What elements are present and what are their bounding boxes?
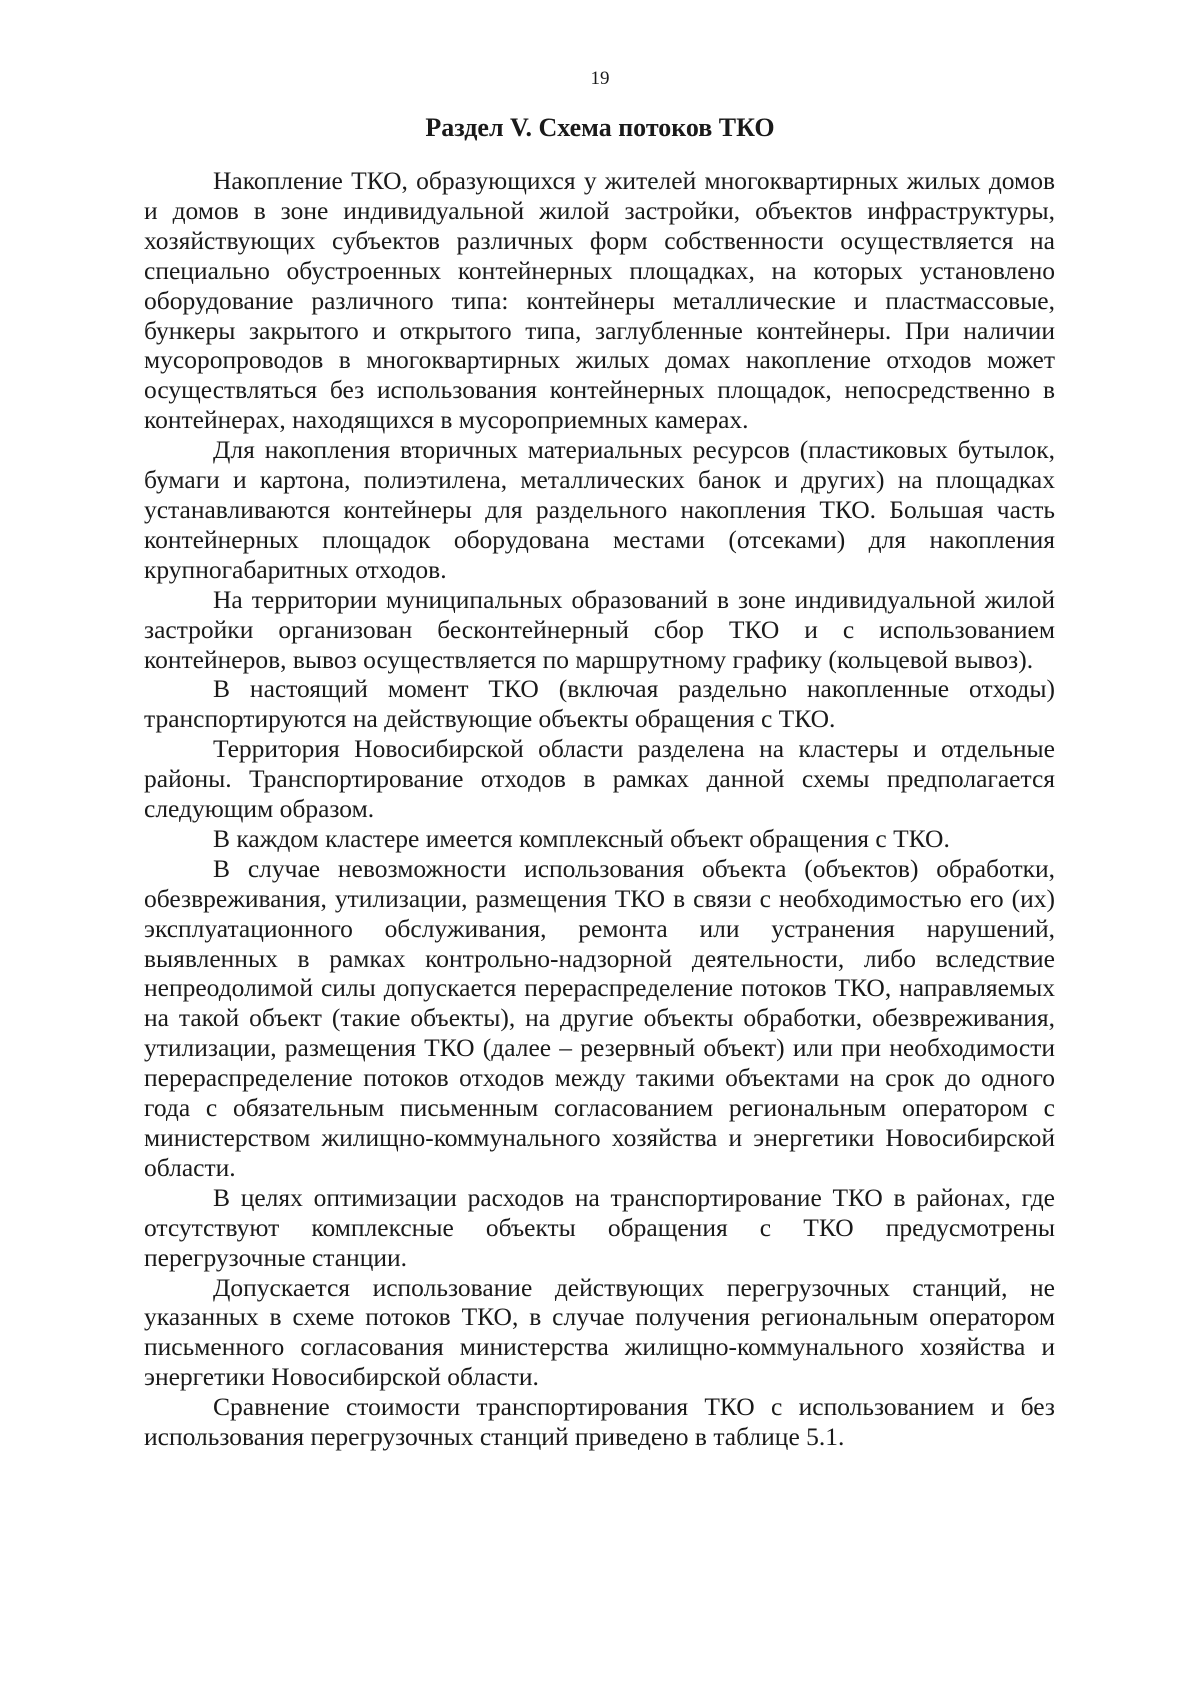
paragraph-containerless-collection: На территории муниципальных образований в зоне индивидуальной жилой застройки организован бесконтейнерный сбор ТКО и с использованием контейнеров, вывоз осуществляется по маршрутному графику (кольцевой вывоз). (144, 584, 1055, 674)
body-text (144, 166, 1055, 1452)
paragraph-accumulation: Накопление ТКО, образующихся у жителей многоквартирных жилых домов и домов в зоне индивидуальной жилой застройки, объектов инфраструктуры, хозяйствующих субъектов различных форм собственности осуществляется на специально обустроенных контейнерных площадках, на которых установлено оборудование различного типа: контейнеры металлические и пластмассовые, бункеры закрытого и открытого типа, заглубленные контейнеры. При наличии мусоропроводов в многоквартирных жилых домах накопление отходов может осуществляться без использования контейнерных площадок, непосредственно в контейнерах, находящихся в мусороприемных камерах. (144, 166, 1055, 435)
paragraph-clusters: Территория Новосибирской области разделена на кластеры и отдельные районы. Транспортирование отходов в рамках данной схемы предполагается следующим образом. (144, 734, 1055, 824)
paragraph-transfer-stations: В целях оптимизации расходов на транспортирование ТКО в районах, где отсутствуют комплексные объекты обращения с ТКО предусмотрены перегрузочные станции. (144, 1182, 1055, 1272)
page-number: 19 (590, 68, 610, 89)
paragraph-cost-comparison: Сравнение стоимости транспортирования ТКО с использованием и без использования перегрузочных станций приведено в таблице 5.1. (144, 1392, 1055, 1452)
paragraph-existing-stations: Допускается использование действующих перегрузочных станций, не указанных в схеме потоков ТКО, в случае получения региональным оператором письменного согласования министерства жилищно-коммунального хозяйства и энергетики Новосибирской области. (144, 1272, 1055, 1392)
paragraph-cluster-facility: В каждом кластере имеется комплексный объект обращения с ТКО. (213, 823, 950, 853)
section-title: Раздел V. Схема потоков ТКО (425, 113, 775, 142)
paragraph-reserve-facility: В случае невозможности использования объекта (объектов) обработки, обезвреживания, утилизации, размещения ТКО в связи с необходимостью его (их) эксплуатационного обслуживания, ремонта или устранения нарушений, выявленных в рамках контрольно-надзорной деятельности, либо вследствие непреодолимой силы допускается перераспределение потоков ТКО, направляемых на такой объект (такие объекты), на другие объекты обработки, обезвреживания, утилизации, размещения ТКО (далее – резервный объект) или при необходимости перераспределение потоков отходов между такими объектами на срок до одного года с обязательным письменным согласованием региональным оператором с министерством жилищно-коммунального хозяйства и энергетики Новосибирской области. (144, 853, 1055, 1182)
paragraph-current-transport: В настоящий момент ТКО (включая раздельно накопленные отходы) транспортируются на действующие объекты обращения с ТКО. (144, 674, 1055, 734)
paragraph-secondary-resources: Для накопления вторичных материальных ресурсов (пластиковых бутылок, бумаги и картона, полиэтилена, металлических банок и других) на площадках устанавливаются контейнеры для раздельного накопления ТКО. Большая часть контейнерных площадок оборудована местами (отсеками) для накопления крупногабаритных отходов. (144, 435, 1055, 584)
